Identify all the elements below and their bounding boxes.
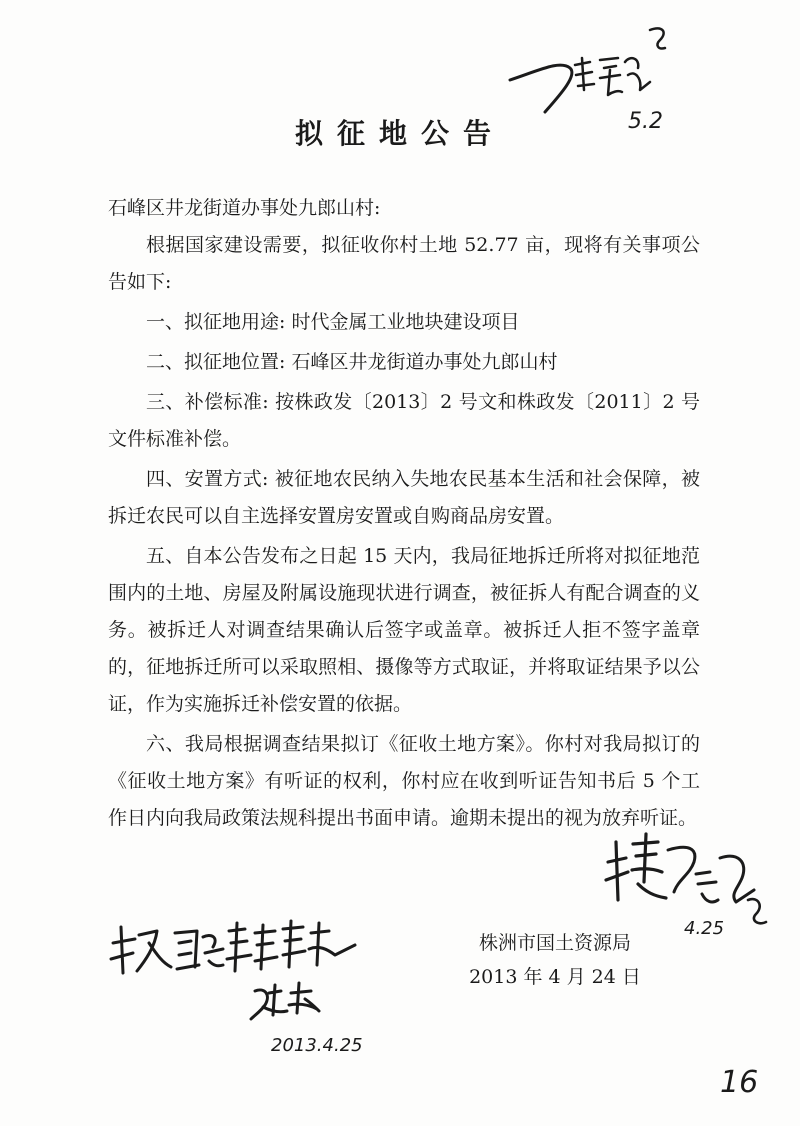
paragraph-hearing: 六、我局根据调查结果拟订《征收土地方案》。你村对我局拟订的《征收土地方案》有听证的权利，你村应在收到听证告知书后 5 个工作日内向我局政策法规科提出书面申请。逾期未提出的视为放弃听证。 <box>108 733 700 829</box>
issue-date: 2013 年 4 月 24 日 <box>469 966 641 988</box>
page-number-mark <box>716 1052 766 1108</box>
page-number: 16 <box>720 1065 759 1100</box>
document-body <box>108 190 700 837</box>
salutation: 石峰区井龙街道办事处九郎山村: <box>108 197 381 219</box>
paragraph-resettlement: 四、安置方式: 被征地农民纳入失地农民基本生活和社会保障，被拆迁农民可以自主选择安置房安置或自购商品房安置。 <box>108 468 700 527</box>
paragraph-intro: 根据国家建设需要，拟征收你村土地 52.77 亩，现将有关事项公告如下: <box>108 234 700 293</box>
paragraph-compensation: 三、补偿标准: 按株政发〔2013〕2 号文和株政发〔2011〕2 号文件标准补偿。 <box>108 391 700 450</box>
page-title: 拟征地公告 <box>294 117 505 150</box>
paragraph-location: 二、拟征地位置: 石峰区井龙街道办事处九郎山村 <box>146 351 558 373</box>
issuer: 株洲市国土资源局 <box>478 932 631 954</box>
paragraph-survey: 五、自本公告发布之日起 15 天内，我局征地拆迁所将对拟征地范围内的土地、房屋及附属设施现状进行调查，被征拆人有配合调查的义务。被拆迁人对调查结果确认后签字或盖章。被拆迁人拒不签字盖章的，征地拆迁所可以采取照相、摄像等方式取证，并将取证结果予以公证，作为实施拆迁补偿安置的依据。 <box>108 545 700 715</box>
paragraph-purpose: 一、拟征地用途: 时代金属工业地块建设项目 <box>146 311 520 333</box>
bottom-left-signature <box>105 915 405 1065</box>
bottom-left-date: 2013.4.25 <box>271 1035 363 1056</box>
right-note: 4.25 <box>684 918 725 939</box>
signoff <box>450 926 660 994</box>
top-right-note: 5.2 <box>628 109 663 134</box>
